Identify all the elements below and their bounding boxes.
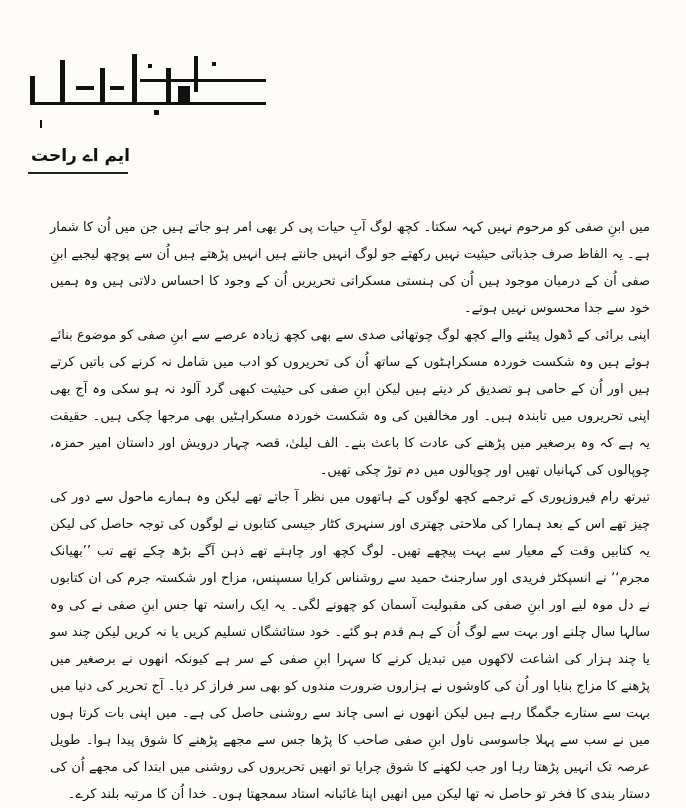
article-body: [50, 214, 650, 802]
title-calligraphy: [28, 46, 270, 130]
author-name: ایم اے راحت: [30, 146, 130, 166]
author-underline: [28, 172, 128, 174]
page-title: [64, 54, 294, 124]
paragraph-2: اپنی برائی کے ڈھول پیٹنے والے کچھ لوگ چوتھائی صدی سے بھی کچھ زیادہ عرصے سے ابنِ صفی کو موضوع بنائے ہوئے ہیں وہ شکست خوردہ مسکراہٹوں کے ساتھ اُن کی تحریروں کو ادب میں شامل نہ کرنے کی باتیں کرتے ہیں اور اُن کے حامی ہو تصدیق کر دیتے ہیں لیکن ابنِ صفی کی حیثیت کبھی گرد آلود نہ ہو سکی وہ آج بھی اپنی تحریروں میں تابندہ ہیں۔ اور مخالفین کی وہ شکست خوردہ مسکراہٹیں بھی مرجھا چکی ہیں۔ حقیقت یہ ہے کہ وہ برصغیر میں پڑھنے کی عادت کا باعث بنے۔ الف لیلیٰ، قصہ چہار درویش اور داستان امیر حمزہ، چوپالوں کی کہانیاں تھیں اور چوپالوں میں دم توڑ چکی تھیں۔: [50, 328, 650, 478]
paragraph-1: میں ابنِ صفی کو مرحوم نہیں کہہ سکتا۔ کچھ لوگ آبِ حیات پی کر بھی امر ہو جاتے ہیں جن میں اُن کا شمار ہے۔ یہ الفاظ صرف جذباتی حیثیت نہیں رکھتے جو لوگ انہیں جانتے ہیں انہیں پڑھتے ہیں اُن سے پوچھ لیجیے ابنِ صفی اُن کے درمیان موجود ہیں اُن کی ہنستی مسکراتی تحریریں اُن کے وجود کا احساس دلاتی ہیں وہ ہمیں خود سے جدا محسوس نہیں ہوتے۔: [50, 220, 650, 316]
paragraph-3: تیرتھ رام فیروزپوری کے ترجمے کچھ لوگوں کے ہاتھوں میں نظر آ جاتے تھے لیکن وہ ہمارے ماحول سے دور کی چیز تھے اس کے بعد ہمارا کی ملاحتی چھتری اور سنہری کٹار جیسی کتابوں نے لوگوں کی توجہ حاصل کی لیکن یہ کتابیں وقت کے معیار سے بہت پیچھے تھیں۔ لوگ کچھ اور چاہتے تھے ذہن آگے بڑھ چکے تھے تب ’’بھیانک مجرم‘‘ نے انسپکٹر فریدی اور سارجنٹ حمید سے روشناس کرایا سسپنس، مزاح اور شکستہ جرم کی ان کتابوں نے دل موہ لیے اور ابنِ صفی کی مقبولیت آسمان کو چھونے لگی۔ یہ ایک راستہ تھا جس ابنِ صفی نے کی وہ سالہا سال چلنے اور بہت سے لوگ اُن کے ہم قدم ہو گئے۔ خود ستائشگاں تسلیم کریں یا نہ کریں لیکن چند سو یا چند ہزار کی اشاعت لاکھوں میں تبدیل کرنے کا سہرا ابنِ صفی کے سر ہے کیونکہ انھوں نے برصغیر میں پڑھنے کا مزاج بنایا اور اُن کی کاوشوں نے ہزاروں ضرورت مندوں کو بھی سر فراز کر دیا۔ آج تحریر کی دنیا میں بہت سے ستارے جگمگا رہے ہیں لیکن انھوں نے اسی چاند سے روشنی حاصل کی ہے۔ میں اپنی بات کرتا ہوں میں نے سب سے پہلا جاسوسی ناول ابنِ صفی صاحب کا پڑھا جس سے مجھے پڑھنے کا شوق پیدا ہوا۔ طویل عرصہ تک انہیں پڑھتا رہا اور جب لکھنے کا شوق چرایا تو انھیں تحریروں کی روشنی میں ابتدا کی مجھے اُن کی دستار بندی کا فخر تو حاصل نہ تھا لیکن میں انھیں اپنا غائبانہ استاد سمجھتا ہوں۔ خدا اُن کا مرتبہ بلند کرے۔: [50, 490, 650, 802]
